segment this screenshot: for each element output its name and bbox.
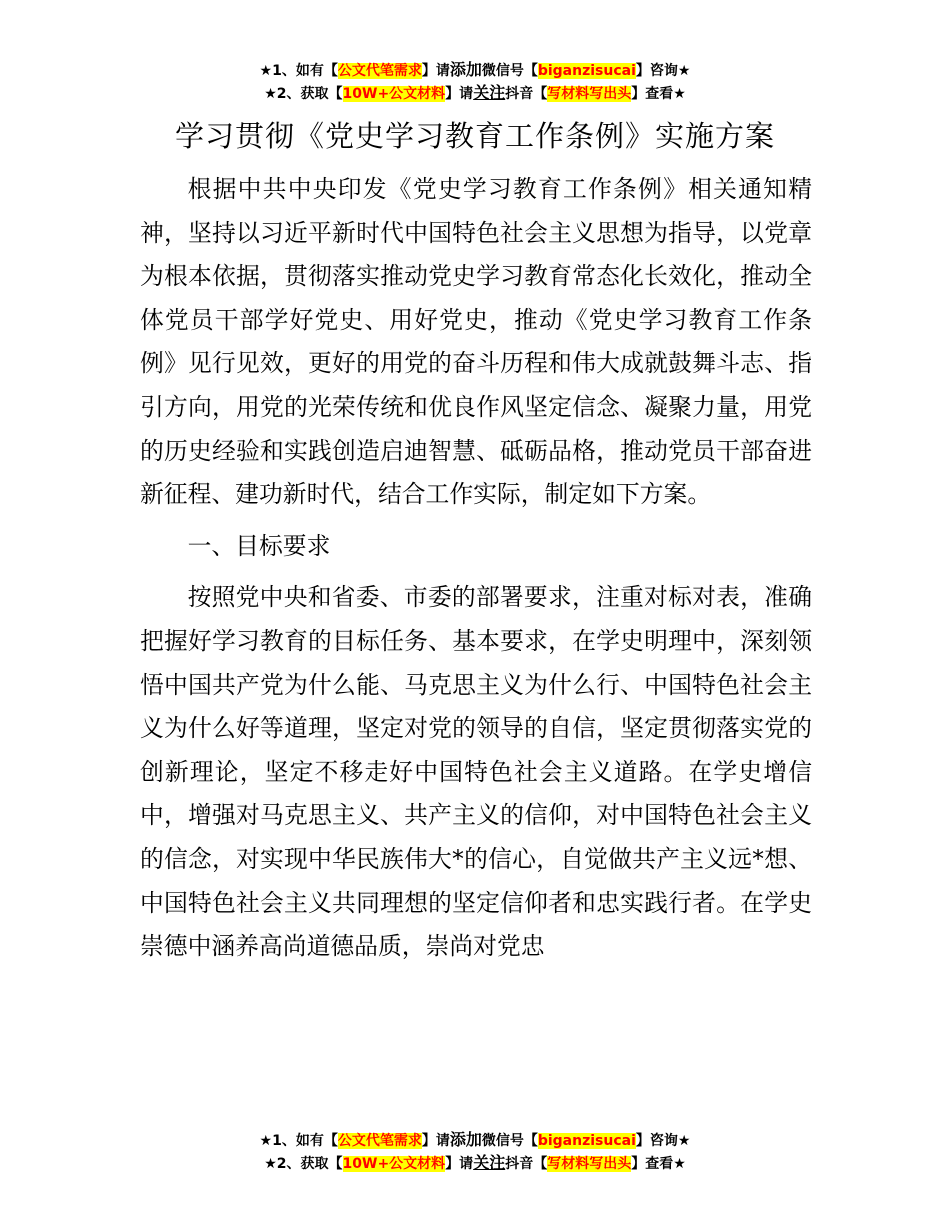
promo-line-2 (0, 82, 950, 105)
promo-emphasis: 添加 (449, 1130, 482, 1149)
promo-highlight-materials: 10W+公文材料 (342, 1156, 446, 1172)
promo-line-1 (0, 59, 950, 82)
promo-line-2 (0, 1152, 950, 1175)
promo-prefix: ★1、如有【 (259, 1133, 338, 1149)
promo-text: 抖音【 (505, 1156, 548, 1172)
section-heading: 一、目标要求 (187, 531, 331, 560)
promo-text: 】请 (421, 1133, 450, 1149)
intro-paragraph: 根据中共中央印发《党史学习教育工作条例》相关通知精神，坚持以习近平新时代中国特色社会主义思想为指导，以党章为根本依据，贯彻落实推动党史学习教育常态化长效化，推动全体党员干部学好党史、用好党史，推动《党史学习教育工作条例》见行见效，更好的用党的奋斗历程和伟大成就鼓舞斗志、指引方向，用党的光荣传统和优良作风坚定信念、凝聚力量，用党的历史经验和实践创造启迪智慧、砥砺品格，推动党员干部奋进新征程、建功新时代，结合工作实际，制定如下方案。 (140, 175, 812, 509)
promo-highlight-wechat-id: biganzisucai (537, 1133, 636, 1149)
promo-emphasis: 添加 (449, 60, 482, 79)
promo-prefix: ★1、如有【 (259, 63, 338, 79)
promo-line-1 (0, 1129, 950, 1152)
promo-text: 】请 (445, 86, 474, 102)
promo-suffix: 】咨询★ (635, 63, 691, 79)
promo-suffix: 】查看★ (631, 86, 686, 102)
promo-text: 微信号【 (481, 1133, 538, 1149)
promo-text: 】请 (445, 1156, 474, 1172)
promo-highlight-materials: 10W+公文材料 (342, 86, 446, 102)
promo-highlight-wechat-id: biganzisucai (537, 63, 636, 79)
promo-prefix: ★2、获取【 (264, 1156, 343, 1172)
promo-highlight-service: 公文代笔需求 (337, 63, 422, 79)
promo-text: 微信号【 (481, 63, 538, 79)
promo-text: 】请 (421, 63, 450, 79)
promo-suffix: 】查看★ (631, 1156, 686, 1172)
document-title: 学习贯彻《党史学习教育工作条例》实施方案 (174, 119, 775, 153)
document-body (140, 168, 812, 969)
promo-highlight-douyin: 写材料写出头 (547, 1156, 632, 1172)
promo-emphasis: 关注 (473, 1153, 506, 1172)
promo-suffix: 】咨询★ (635, 1133, 691, 1149)
promo-highlight-service: 公文代笔需求 (337, 1133, 422, 1149)
body-paragraph: 按照党中央和省委、市委的部署要求，注重对标对表，准确把握好学习教育的目标任务、基本要求，在学史明理中，深刻领悟中国共产党为什么能、马克思主义为什么行、中国特色社会主义为什么好等道理，坚定对党的领导的自信，坚定贯彻落实党的创新理论，坚定不移走好中国特色社会主义道路。在学史增信中，增强对马克思主义、共产主义的信仰，对中国特色社会主义的信念，对实现中华民族伟大*的信心，自觉做共产主义远*想、中国特色社会主义共同理想的坚定信仰者和忠实践行者。在学史崇德中涵养高尚道德品质，崇尚对党忠 (140, 583, 812, 961)
footer-promo-banner (0, 1129, 950, 1175)
promo-text: 抖音【 (505, 86, 548, 102)
promo-highlight-douyin: 写材料写出头 (547, 86, 632, 102)
promo-emphasis: 关注 (473, 83, 506, 102)
promo-prefix: ★2、获取【 (264, 86, 343, 102)
header-promo-banner (0, 59, 950, 105)
